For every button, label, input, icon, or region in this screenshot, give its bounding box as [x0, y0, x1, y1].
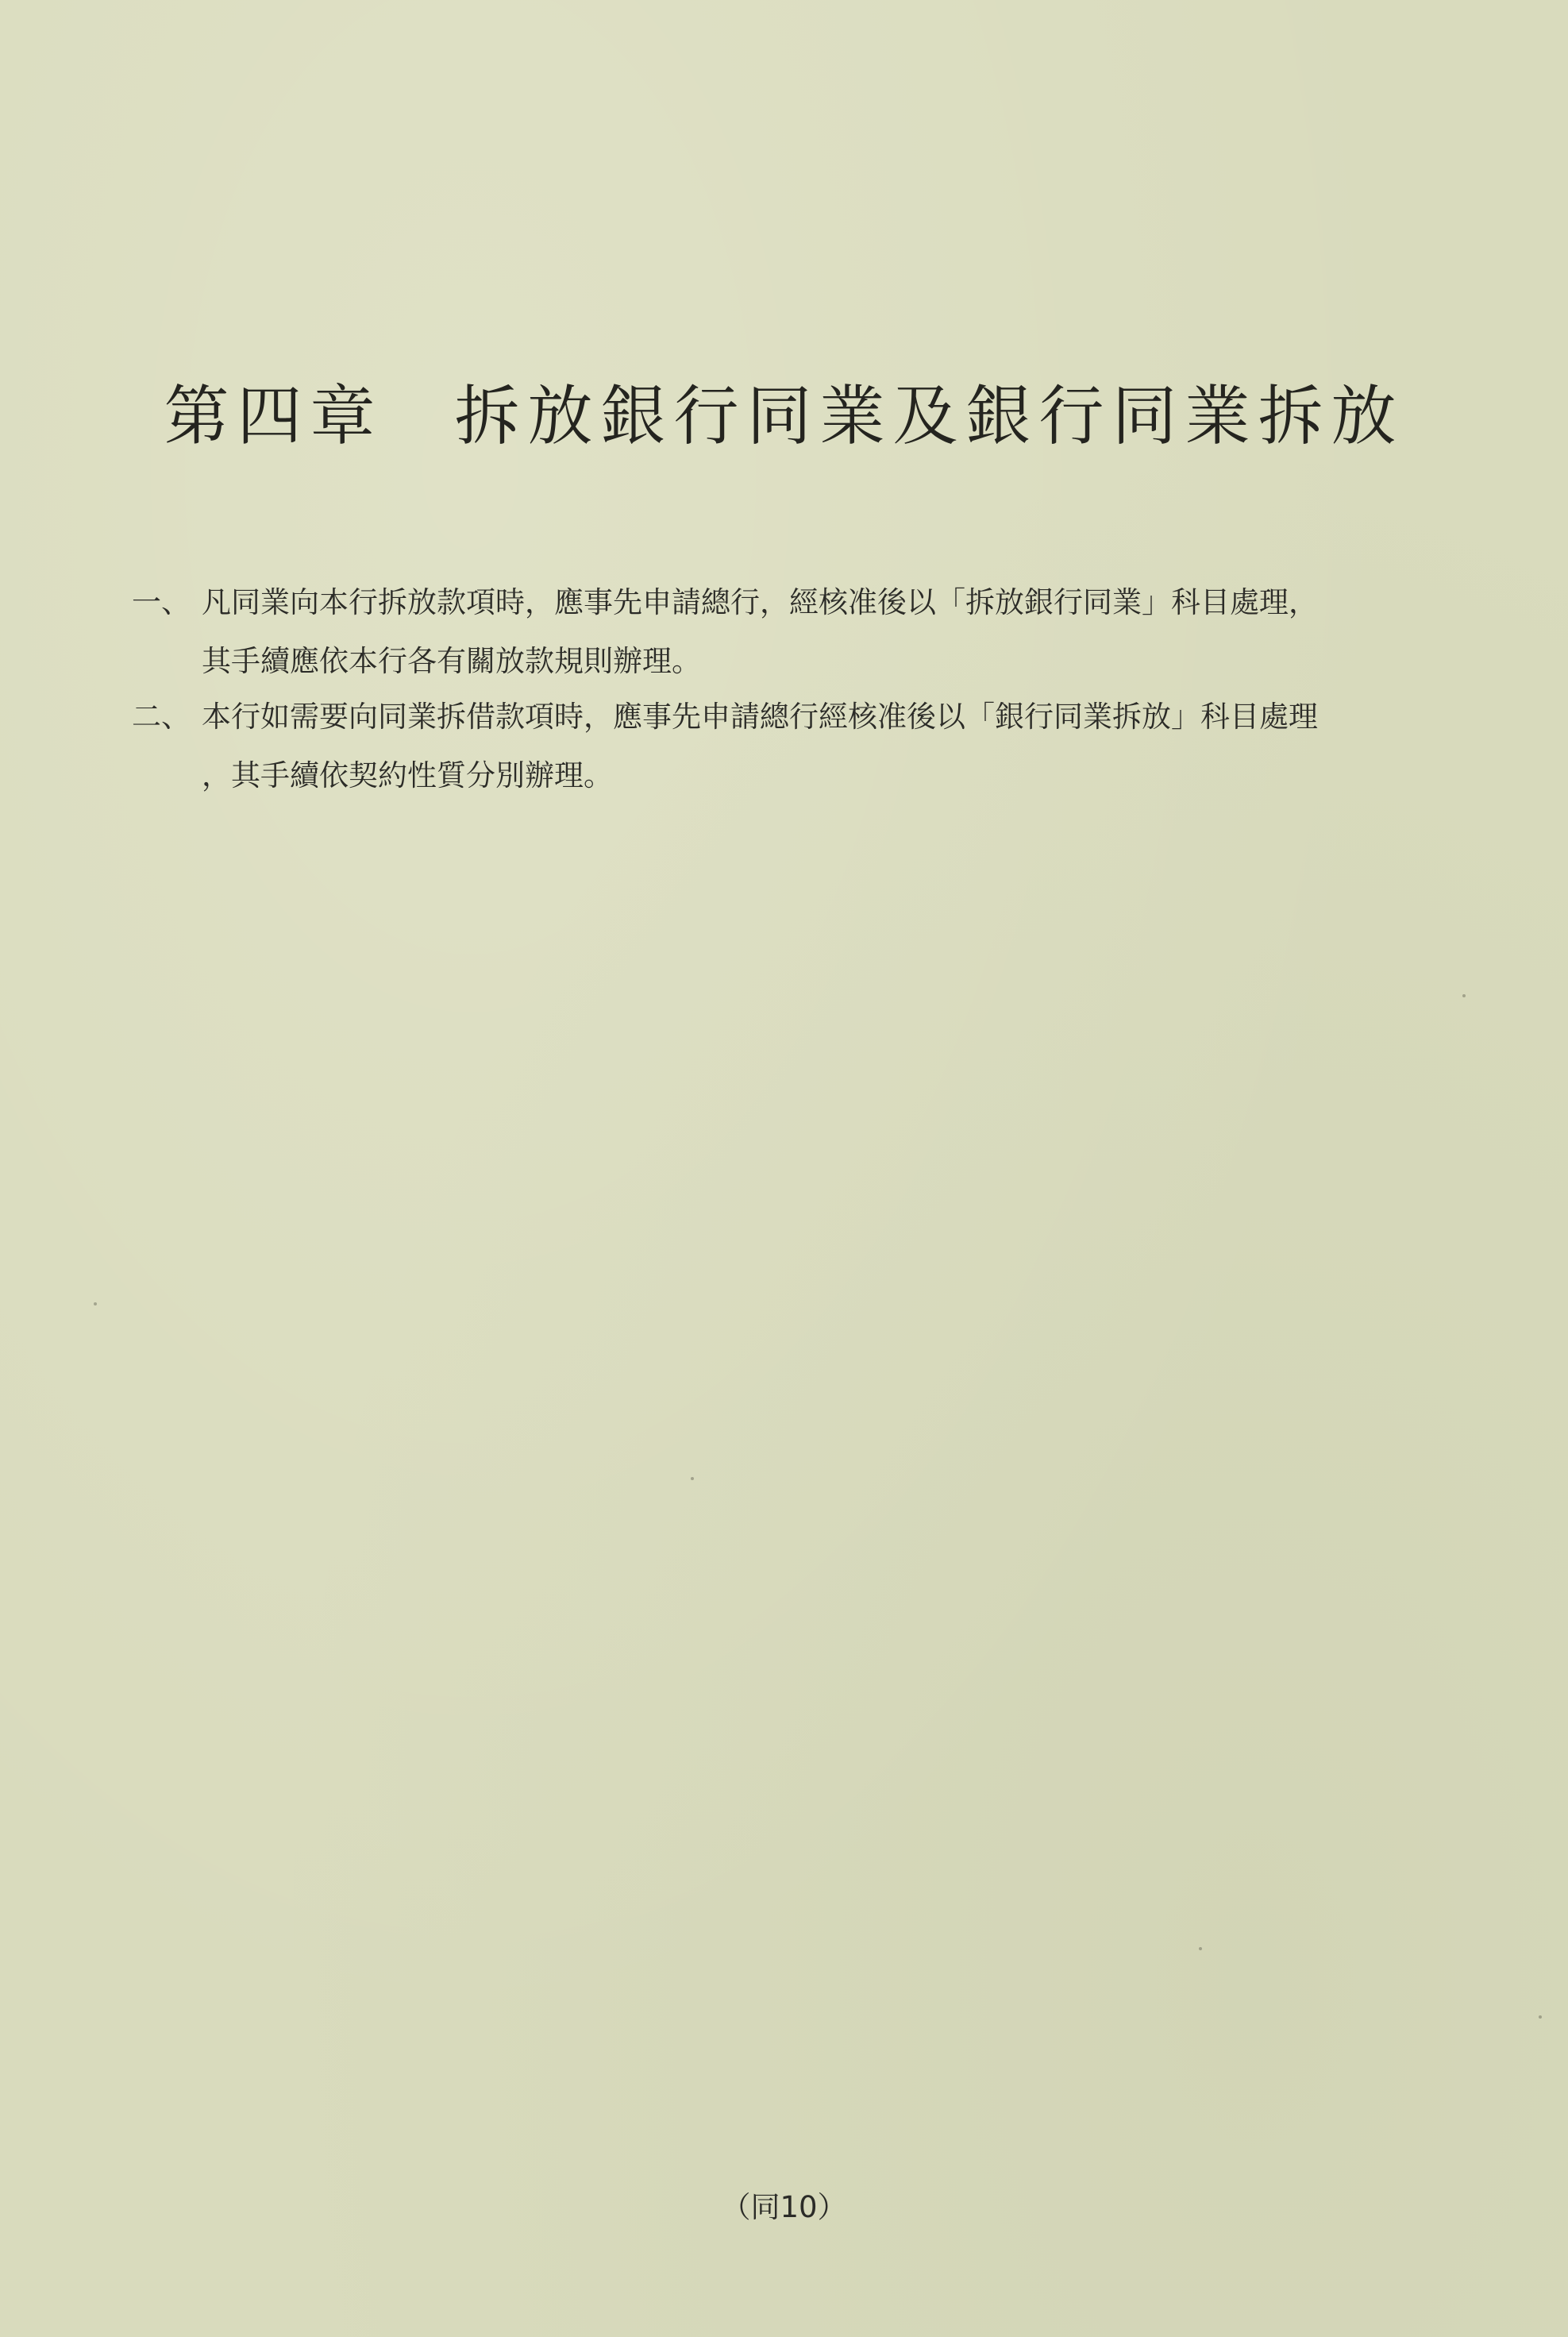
- item-text-line: ，其手續依契約性質分別辦理。: [202, 758, 613, 792]
- paper-speck: [1539, 2015, 1542, 2019]
- paper-speck: [691, 1477, 694, 1480]
- chapter-name: 拆放銀行同業及銀行同業拆放: [454, 379, 1404, 454]
- list-item: [132, 573, 1450, 700]
- item-number: 一、: [132, 585, 191, 619]
- chapter-title: [0, 373, 1568, 461]
- paper-speck: [1199, 1947, 1202, 1950]
- page-number: （同10）: [721, 2190, 847, 2224]
- paper-speck: [1462, 994, 1466, 997]
- item-text-line: 本行如需要向同業拆借款項時，應事先申請總行經核准後以「銀行同業拆放」科目處理: [202, 700, 1318, 734]
- item-text-line: 凡同業向本行拆放款項時，應事先申請總行，經核准後以「拆放銀行同業」科目處理，: [202, 585, 1318, 619]
- paper-speck: [94, 1302, 97, 1305]
- item-text-line: 其手續應依本行各有關放款規則辦理。: [202, 644, 701, 678]
- list-item: [132, 688, 1450, 815]
- item-number: 二、: [132, 700, 191, 734]
- chapter-number: 第四章: [164, 379, 383, 454]
